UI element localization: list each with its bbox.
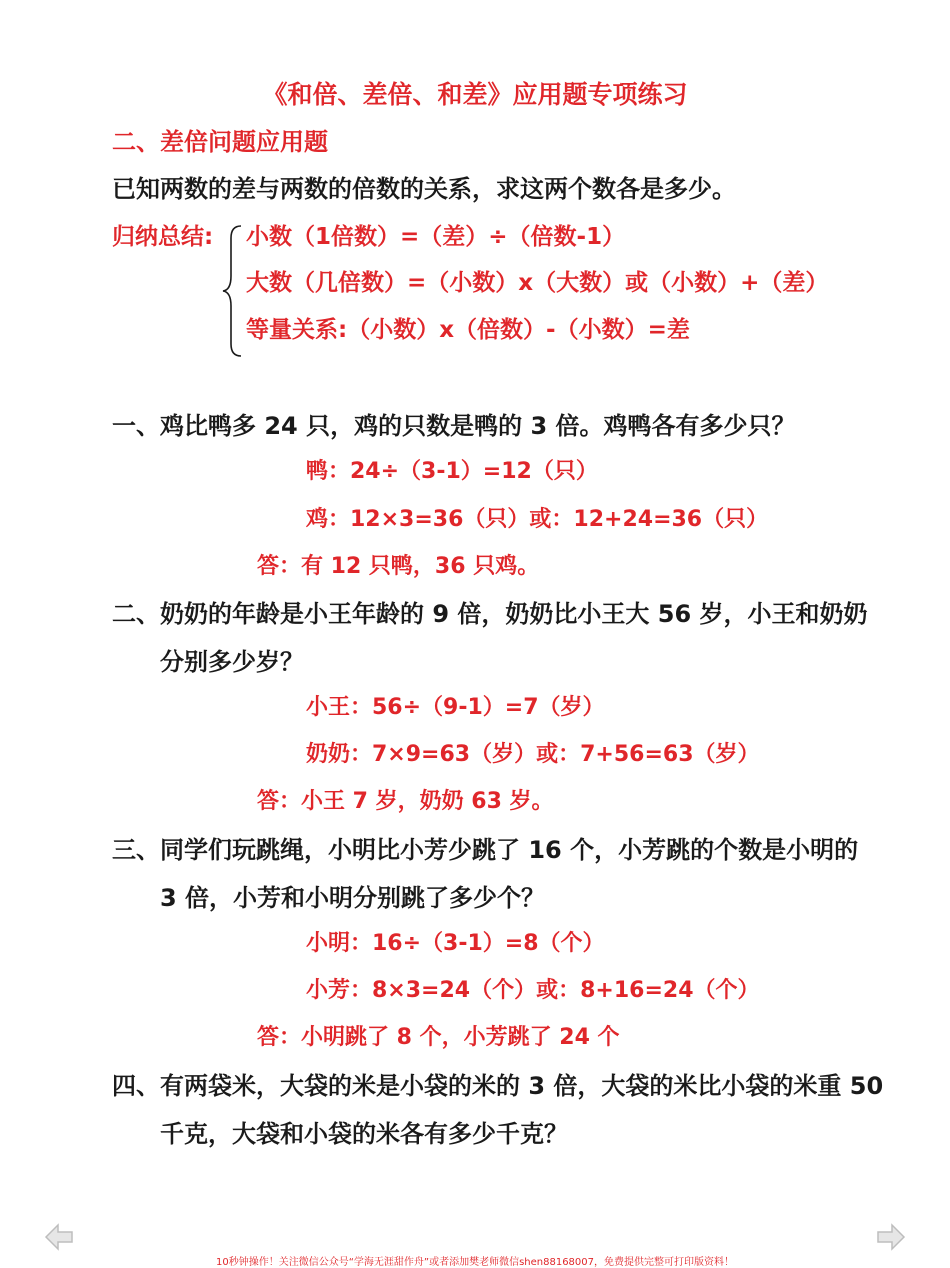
problem-2-solution: 奶奶：7×9=63（岁）或：7+56=63（岁）: [306, 742, 760, 767]
problem-3-solution: 小芳：8×3=24（个）或：8+16=24（个）: [306, 978, 760, 1003]
summary-line: 等量关系:（小数）x（倍数）-（小数）=差: [246, 317, 690, 343]
problem-2-solution: 小王：56÷（9-1）=7（岁）: [306, 695, 605, 720]
problem-1-question: 一、鸡比鸭多 24 只，鸡的只数是鸭的 3 倍。鸡鸭各有多少只？: [112, 412, 796, 440]
problem-3-solution: 小明：16÷（3-1）=8（个）: [306, 931, 605, 956]
arrow-right-icon[interactable]: [876, 1222, 906, 1252]
problem-4-question: 四、有两袋米，大袋的米是小袋的米的 3 倍，大袋的米比小袋的米重 50: [112, 1072, 884, 1100]
summary-line: 大数（几倍数）=（小数）x（大数）或（小数）+（差）: [246, 270, 829, 296]
problem-2-answer: 答：小王 7 岁，奶奶 63 岁。: [257, 789, 554, 814]
problem-2-question: 二、奶奶的年龄是小王年龄的 9 倍，奶奶比小王大 56 岁，小王和奶奶: [112, 600, 868, 628]
footer-note: 10秒钟操作！关注微信公众号“学海无涯甜作舟”或者添加樊老师微信shen88168007，免费提供完整可打印版资料！: [215, 1257, 735, 1268]
problem-1-solution: 鸡：12×3=36（只）或：12+24=36（只）: [306, 507, 769, 532]
problem-1-solution: 鸭：24÷（3-1）=12（只）: [306, 459, 598, 484]
problem-1-answer: 答：有 12 只鸭，36 只鸡。: [257, 554, 540, 579]
problem-4-question: 千克，大袋和小袋的米各有多少千克？: [160, 1120, 568, 1148]
problem-3-question: 3 倍，小芳和小明分别跳了多少个？: [160, 884, 546, 912]
arrow-left-icon[interactable]: [44, 1222, 74, 1252]
page-title: 《和倍、差倍、和差》应用题专项练习: [262, 80, 688, 109]
problem-3-question: 三、同学们玩跳绳，小明比小芳少跳了 16 个，小芳跳的个数是小明的: [112, 836, 859, 864]
section-title: 二、差倍问题应用题: [112, 128, 328, 156]
summary-line: 小数（1倍数）=（差）÷（倍数-1）: [246, 224, 626, 250]
curly-brace-icon: [221, 224, 243, 358]
problem-2-question: 分别多少岁？: [160, 648, 304, 676]
intro-text: 已知两数的差与两数的倍数的关系，求这两个数各是多少。: [112, 175, 736, 203]
problem-3-answer: 答：小明跳了 8 个，小芳跳了 24 个: [257, 1025, 620, 1050]
summary-label: 归纳总结:: [112, 224, 214, 250]
